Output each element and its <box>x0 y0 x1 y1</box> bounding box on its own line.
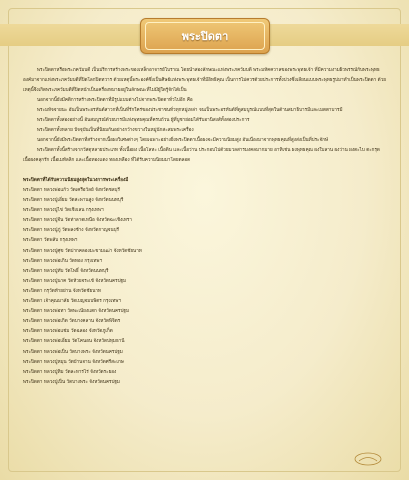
list-item: พระปิดตา หลวงพ่อเอี่ยม วัดโคนอน จังหวัดปทุมธานี <box>23 339 125 345</box>
list-heading: พระปิดตาที่ได้รับความนิยมสูงสุดในวงการพระเครื่องมี <box>23 178 129 183</box>
list-item: พระปิดตา หลวงปู่ศุข วัดปากคลองมะขามเฒ่า จังหวัดชัยนาท <box>23 248 142 254</box>
list-item: พระปิดตา เจ้าคุณมาลัย วัดเบญจมบพิตร กรุงเทพฯ <box>23 299 121 305</box>
list-item: พระปิดตา หลวงปู่ทับ วัดโพธิ์ จังหวัดนนทบุรี <box>23 268 109 274</box>
list-item: พระปิดตา วัดพลับ กรุงเทพฯ <box>23 238 78 244</box>
paragraph: นอกจากนี้ยังมีพระปิดตาที่สร้างจากเนื้อผงวิเศษต่างๆ โดยเฉพาะอย่างยิ่งพระปิดตาเนื้อผงจะมีความนิยมสูง อันเนื่องมาจากพุทธคุณที่สูงส่งเป็นที่ประจักษ์ <box>37 138 329 143</box>
list-item: พระปิดตา หลวงปู่ไข่ วัดเชิงเลน กรุงเทพฯ <box>23 208 104 214</box>
list-item: พระปิดตา หลวงพ่อแก้ว วัดเครือวัลย์ จังหวัดชลบุรี <box>23 188 120 193</box>
page-title: พระปิดตา <box>145 22 265 50</box>
list-item: พระปิดตา หลวงปู่เปิ่น วัดบางพระ จังหวัดนครปฐม <box>23 379 120 385</box>
list-item: พระปิดตา หลวงปู่จีน วัดท่าลาดเหนือ จังหวัดฉะเชิงเทรา <box>23 218 132 224</box>
paragraph: พระปิดตาทั้งนี้สร้างจากวัสดุหลายประเภท ทั้งเนื้อผง เนื้อโลหะ เนื้อดิน และเนื้อว่าน ประกอบไปด้วยมวลสารมงคลมากมาย อาทิเช่น ผงพุทธคุณ ผงใบลาน ผงว่าน ผงตะไบ ตะกรุด เนื้อผงคลุกรัก เนื้อเมทัลลิก และเนื้อทองแดง ทองเหลือง ที่ได้รับความนิยมมาโดยตลอด <box>23 148 380 163</box>
list-item: พระปิดตา กรุวัดท้ายย่าน จังหวัดชัยนาท <box>23 288 101 294</box>
paragraph: นอกจากนี้ยังมีคติการสร้างพระปิดตาที่มีรูปแบบต่างไปจากพระปิดตาทั่วไปอีก คือ <box>37 98 193 103</box>
list-item: พระปิดตา หลวงปู่ภู่ วัดพลงช้าง จังหวัดกาญจนบุรี <box>23 228 120 234</box>
title-banner <box>140 18 270 54</box>
list-item: พระปิดตา หลวงปู่เอี่ยม วัดสะพานสูง จังหวัดนนทบุรี <box>23 198 124 204</box>
paragraph: พระปิดตาทั้งสองอย่างนี้ อันสมบูรณ์ด้วยบารมีแห่งพุทธคุณที่ครบถ้วน ผู้ที่บูชาย่อมได้รับอานิสงส์ทั้งสองประการ <box>37 118 250 123</box>
paragraph: พระปิดตาทั้งหลาย ปัจจุบันเป็นที่นิยมกันอย่างกว้างขวางในหมู่นักสะสมพระเครื่อง <box>37 128 194 133</box>
article-body <box>23 66 387 388</box>
list-item: พระปิดตา หลวงปู่นาค วัดห้วยจระเข้ จังหวัดนครปฐม <box>23 278 127 284</box>
list-item: พระปิดตา หลวงพ่อเกิด วัดบางคลาน จังหวัดพิจิตร <box>23 319 121 325</box>
list-item: พระปิดตา หลวงพ่อเกิน วัดทอง กรุงเทพฯ <box>23 258 103 264</box>
paragraph: พระมหัจจายนะ อันเป็นพระอรหันต์สาวกที่เป็นที่รักใคร่ของประชาชนทั่วทุกหมู่เหล่า จนเป็นพระอรหันต์ที่ดูสมบูรณ์แบบที่สุดในด้านสมาธิบารมีและเมตตาบารมี <box>37 108 343 113</box>
list-item: พระปิดตา หลวงปู่หมุน วัดบ้านจาน จังหวัดศรีสะเกษ <box>23 359 124 365</box>
list-item: พระปิดตา หลวงพ่อเปิ่น วัดบางพระ จังหวัดนครปฐม <box>23 349 123 355</box>
list-item: พระปิดตา หลวงพ่อทา วัดพะเนียงแตก จังหวัดนครปฐม <box>23 309 129 315</box>
amulet-list <box>23 186 387 388</box>
publisher-logo-icon <box>354 452 382 466</box>
list-item: พระปิดตา หลวงพ่อแช่ม วัดฉลอง จังหวัดภูเก็ต <box>23 329 113 335</box>
paragraph: พระปิดตาหรือพระภควัมบดี เป็นปริการสร้างพระของเหล็กอาจารย์โบราณ โดยนำสองลักษณะแห่งพระภควัมบดี พระมหัคควาลของพระพุทธเจ้า ที่มีความงามผิวพรรณ์กับพระพุทธองค์มาจากแห่งพระภควัมบดีที่ปิดโลกปิดทวาร ด้วยเหตุนี้พระองค์ซึ่งเป็นศิษย์แห่งพระพุทธเจ้าที่มีอิทธิคุณ เป็นการไม่ควรด้วยประการทั้งปวงซึ่งเลียนแบบพระพุทธรูปมาทำเป็นพระปิดตา ด้วยเหตุนี้จึงเกิดพระภควัมบดีที่ปิดหน้าเป็นเครื่องหมายอยู่ในลักษณะที่ไม่มีผู้ใดรู้จักได้เป็น <box>23 68 386 93</box>
list-item: พระปิดตา หลวงปู่ทิม วัดละหารไร่ จังหวัดระยอง <box>23 369 117 375</box>
